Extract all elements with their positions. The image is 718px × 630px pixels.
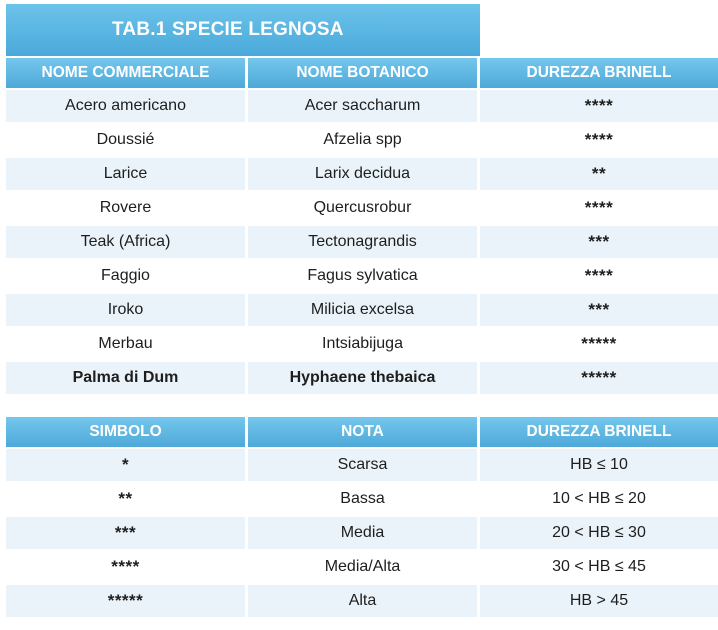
note-cell: Media/Alta bbox=[248, 551, 480, 585]
symbol-cell: ** bbox=[6, 483, 248, 517]
hardness-stars-cell: ***** bbox=[480, 362, 718, 396]
note-cell: Alta bbox=[248, 585, 480, 619]
table-row-highlighted bbox=[6, 362, 718, 396]
table-row bbox=[6, 449, 718, 483]
hardness-range-cell: 30 < HB ≤ 45 bbox=[480, 551, 718, 585]
species-header-row bbox=[6, 58, 718, 90]
commercial-name-cell: Teak (Africa) bbox=[6, 226, 248, 260]
table-title: TAB.1 SPECIE LEGNOSA bbox=[6, 4, 480, 56]
note-cell: Media bbox=[248, 517, 480, 551]
table-row bbox=[6, 226, 718, 260]
botanical-name-cell: Hyphaene thebaica bbox=[248, 362, 480, 396]
header-note: NOTA bbox=[248, 417, 480, 449]
commercial-name-cell: Doussié bbox=[6, 124, 248, 158]
botanical-name-cell: Intsiabijuga bbox=[248, 328, 480, 362]
hardness-stars-cell: ***** bbox=[480, 328, 718, 362]
botanical-name-cell: Quercusrobur bbox=[248, 192, 480, 226]
symbol-cell: ***** bbox=[6, 585, 248, 619]
botanical-name-cell: Afzelia spp bbox=[248, 124, 480, 158]
table-row bbox=[6, 328, 718, 362]
botanical-name-cell: Milicia excelsa bbox=[248, 294, 480, 328]
legend-header-row bbox=[6, 417, 718, 449]
table-row bbox=[6, 551, 718, 585]
commercial-name-cell: Faggio bbox=[6, 260, 248, 294]
hardness-stars-cell: **** bbox=[480, 90, 718, 124]
commercial-name-cell: Iroko bbox=[6, 294, 248, 328]
table-row bbox=[6, 124, 718, 158]
commercial-name-cell: Larice bbox=[6, 158, 248, 192]
header-brinell-hardness: DUREZZA BRINELL bbox=[480, 58, 718, 90]
legend-table bbox=[6, 417, 718, 619]
note-cell: Scarsa bbox=[248, 449, 480, 483]
hardness-stars-cell: **** bbox=[480, 192, 718, 226]
symbol-cell: * bbox=[6, 449, 248, 483]
commercial-name-cell: Acero americano bbox=[6, 90, 248, 124]
table-row bbox=[6, 260, 718, 294]
hardness-range-cell: 20 < HB ≤ 30 bbox=[480, 517, 718, 551]
botanical-name-cell: Larix decidua bbox=[248, 158, 480, 192]
hardness-stars-cell: **** bbox=[480, 260, 718, 294]
botanical-name-cell: Fagus sylvatica bbox=[248, 260, 480, 294]
note-cell: Bassa bbox=[248, 483, 480, 517]
hardness-stars-cell: ** bbox=[480, 158, 718, 192]
hardness-range-cell: HB > 45 bbox=[480, 585, 718, 619]
table-row bbox=[6, 158, 718, 192]
header-commercial-name: NOME COMMERCIALE bbox=[6, 58, 248, 90]
hardness-stars-cell: **** bbox=[480, 124, 718, 158]
hardness-stars-cell: *** bbox=[480, 226, 718, 260]
table-row bbox=[6, 294, 718, 328]
table-row bbox=[6, 517, 718, 551]
hardness-range-cell: 10 < HB ≤ 20 bbox=[480, 483, 718, 517]
table-row bbox=[6, 192, 718, 226]
botanical-name-cell: Acer saccharum bbox=[248, 90, 480, 124]
header-botanical-name: NOME BOTANICO bbox=[248, 58, 480, 90]
table-row bbox=[6, 90, 718, 124]
species-table bbox=[6, 58, 718, 396]
botanical-name-cell: Tectonagrandis bbox=[248, 226, 480, 260]
symbol-cell: *** bbox=[6, 517, 248, 551]
table-row bbox=[6, 585, 718, 619]
commercial-name-cell: Palma di Dum bbox=[6, 362, 248, 396]
commercial-name-cell: Rovere bbox=[6, 192, 248, 226]
table-row bbox=[6, 483, 718, 517]
symbol-cell: **** bbox=[6, 551, 248, 585]
header-brinell-hardness: DUREZZA BRINELL bbox=[480, 417, 718, 449]
header-symbol: SIMBOLO bbox=[6, 417, 248, 449]
commercial-name-cell: Merbau bbox=[6, 328, 248, 362]
hardness-stars-cell: *** bbox=[480, 294, 718, 328]
hardness-range-cell: HB ≤ 10 bbox=[480, 449, 718, 483]
